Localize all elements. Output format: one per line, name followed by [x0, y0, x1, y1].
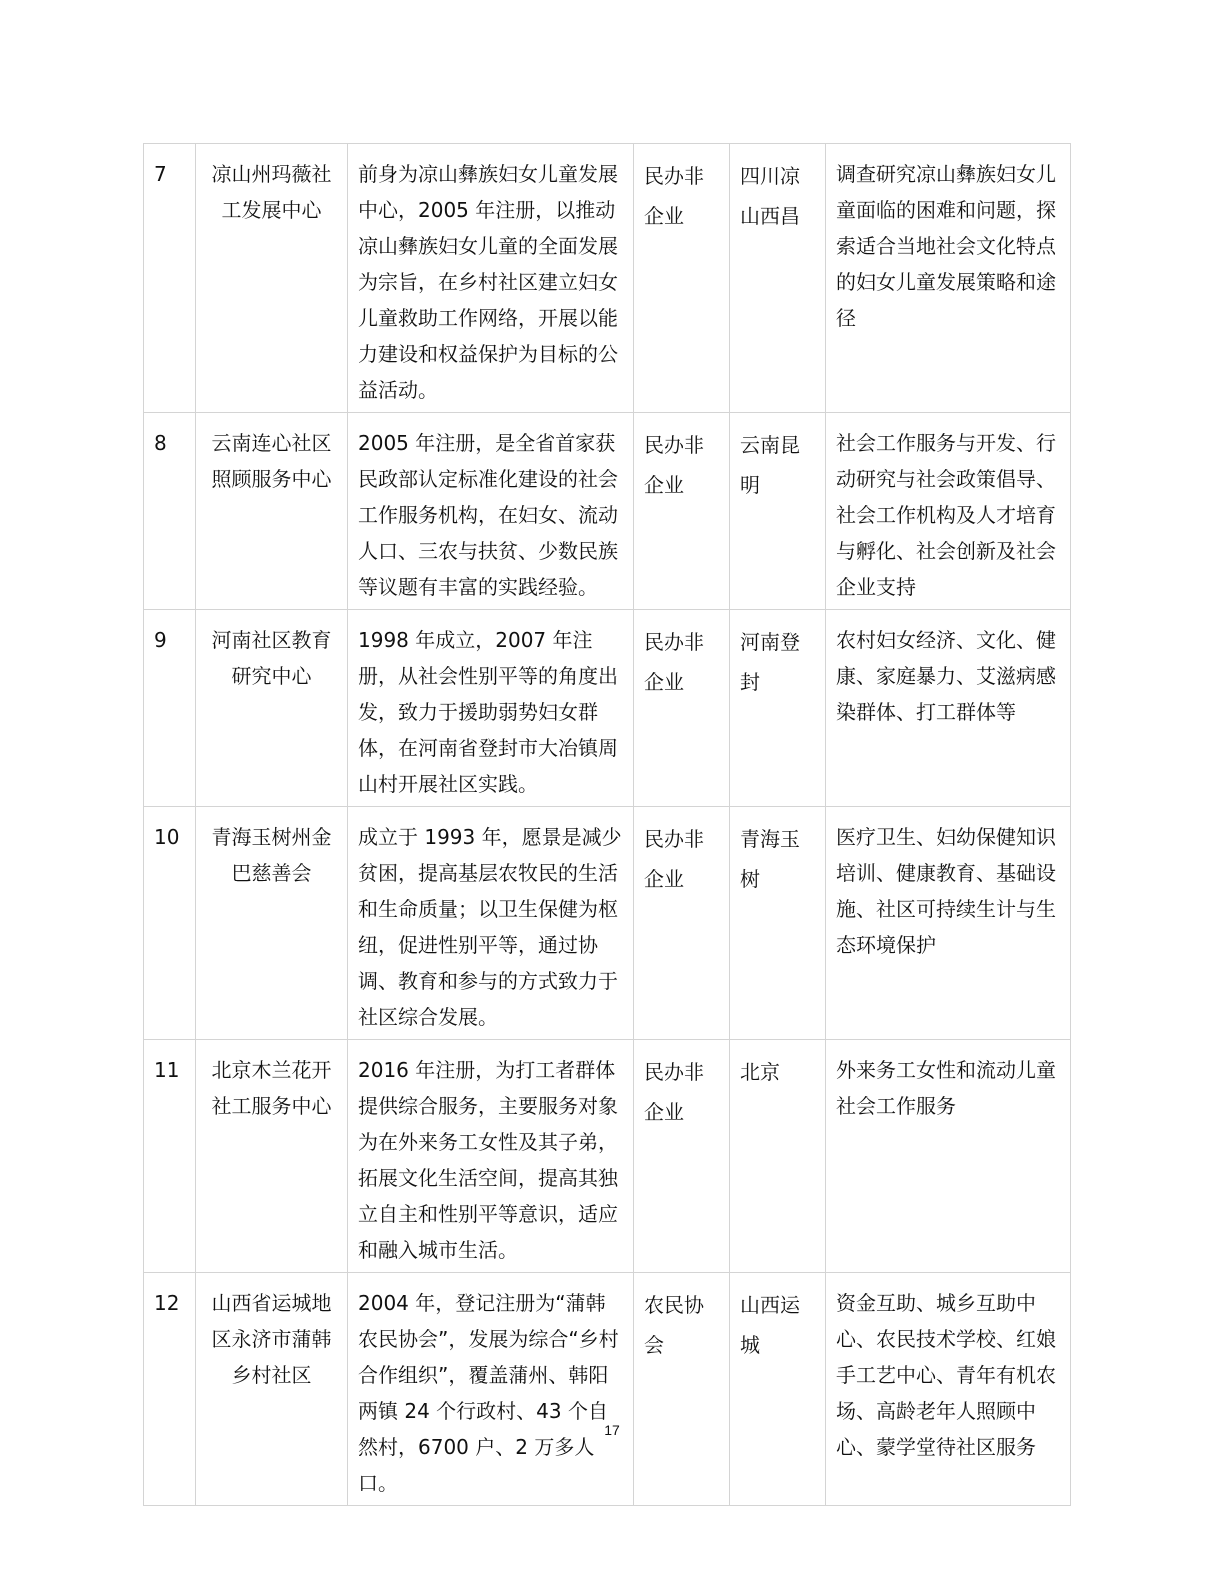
organization-description: 成立于 1993 年，愿景是减少贫困，提高基层农牧民的生活和生命质量；以卫生保健为枢纽，促进性别平等，通过协调、教育和参与的方式致力于社区综合发展。	[348, 807, 634, 1040]
organization-location: 河南登封	[730, 610, 826, 807]
organization-location: 四川凉山西昌	[730, 144, 826, 413]
organization-name: 河南社区教育研究中心	[196, 610, 348, 807]
table-row	[144, 1040, 1071, 1273]
row-number: 11	[144, 1040, 196, 1273]
organization-name: 云南连心社区照顾服务中心	[196, 413, 348, 610]
organization-type: 民办非企业	[634, 807, 730, 1040]
organization-description: 2016 年注册，为打工者群体提供综合服务，主要服务对象为在外来务工女性及其子弟，拓展文化生活空间，提高其独立自主和性别平等意识，适应和融入城市生活。	[348, 1040, 634, 1273]
organization-focus: 资金互助、城乡互助中心、农民技术学校、红娘手工艺中心、青年有机农场、高龄老年人照顾中心、蒙学堂待社区服务	[826, 1273, 1071, 1506]
organization-focus: 社会工作服务与开发、行动研究与社会政策倡导、社会工作机构及人才培育与孵化、社会创新及社会企业支持	[826, 413, 1071, 610]
row-number: 9	[144, 610, 196, 807]
organization-description: 2004 年，登记注册为“蒲韩农民协会”，发展为综合“乡村合作组织”，覆盖蒲州、韩阳两镇 24 个行政村、43 个自然村，6700 户、2 万多人口。	[348, 1273, 634, 1506]
organization-focus: 农村妇女经济、文化、健康、家庭暴力、艾滋病感染群体、打工群体等	[826, 610, 1071, 807]
organization-description: 前身为凉山彝族妇女儿童发展中心，2005 年注册，以推动凉山彝族妇女儿童的全面发展为宗旨，在乡村社区建立妇女儿童救助工作网络，开展以能力建设和权益保护为目标的公益活动。	[348, 144, 634, 413]
table-row	[144, 610, 1071, 807]
organization-type: 民办非企业	[634, 1040, 730, 1273]
organization-location: 云南昆明	[730, 413, 826, 610]
row-number: 8	[144, 413, 196, 610]
organization-name: 山西省运城地区永济市蒲韩乡村社区	[196, 1273, 348, 1506]
organization-type: 农民协会	[634, 1273, 730, 1506]
table-row	[144, 413, 1071, 610]
table-row	[144, 807, 1071, 1040]
organization-name: 凉山州玛薇社工发展中心	[196, 144, 348, 413]
table-row	[144, 144, 1071, 413]
organization-type: 民办非企业	[634, 610, 730, 807]
page-number: 17	[604, 1422, 620, 1438]
organization-type: 民办非企业	[634, 144, 730, 413]
organizations-table	[143, 143, 1071, 1506]
organization-name: 北京木兰花开社工服务中心	[196, 1040, 348, 1273]
organization-type: 民办非企业	[634, 413, 730, 610]
table-row	[144, 1273, 1071, 1506]
organization-description: 1998 年成立，2007 年注册，从社会性别平等的角度出发，致力于援助弱势妇女群体，在河南省登封市大冶镇周山村开展社区实践。	[348, 610, 634, 807]
organization-focus: 调查研究凉山彝族妇女儿童面临的困难和问题，探索适合当地社会文化特点的妇女儿童发展策略和途径	[826, 144, 1071, 413]
organization-focus: 医疗卫生、妇幼保健知识培训、健康教育、基础设施、社区可持续生计与生态环境保护	[826, 807, 1071, 1040]
row-number: 7	[144, 144, 196, 413]
row-number: 12	[144, 1273, 196, 1506]
organization-location: 山西运城	[730, 1273, 826, 1506]
organization-description: 2005 年注册，是全省首家获民政部认定标准化建设的社会工作服务机构，在妇女、流动人口、三农与扶贫、少数民族等议题有丰富的实践经验。	[348, 413, 634, 610]
organization-name: 青海玉树州金巴慈善会	[196, 807, 348, 1040]
organization-location: 北京	[730, 1040, 826, 1273]
row-number: 10	[144, 807, 196, 1040]
organization-focus: 外来务工女性和流动儿童社会工作服务	[826, 1040, 1071, 1273]
organization-location: 青海玉树	[730, 807, 826, 1040]
